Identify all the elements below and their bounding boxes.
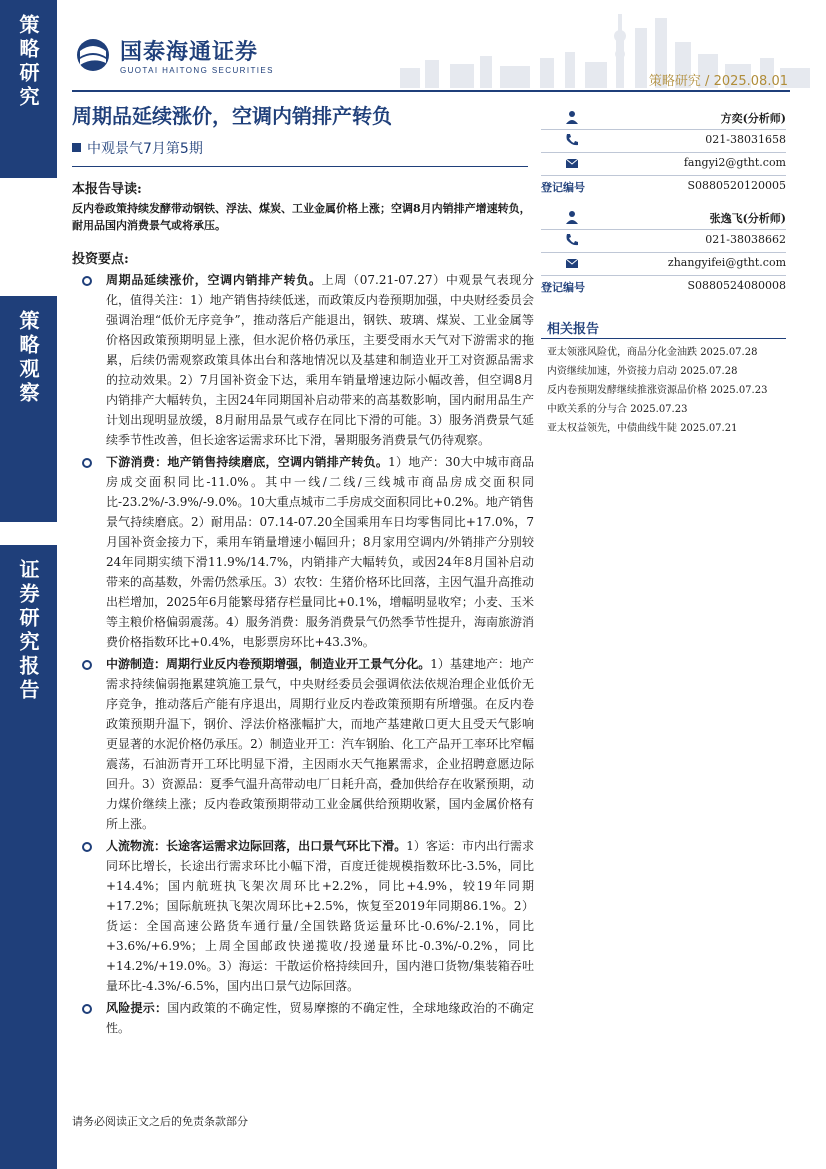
sidebar-block-securities-report <box>0 545 57 1169</box>
related-list <box>547 343 792 438</box>
point-item <box>72 452 534 652</box>
person-icon <box>565 210 579 224</box>
point-bold: 下游消费：地产销售持续磨底，空调内销排产转负。 <box>106 455 389 469</box>
analyst-phone: 021-38038662 <box>705 233 786 246</box>
related-heading: 相关报告 <box>547 322 600 337</box>
subtitle-divider <box>72 166 528 167</box>
sidebar-label: 证券研究报告 <box>16 559 40 703</box>
sidebar-label: 策略研究 <box>16 14 40 110</box>
point-text: 1）地产：30大中城市商品房成交面积同比-11.0%。其中一线/二线/三线城市商品房成交面积同比-23.2%/-3.9%/-9.0%。10大重点城市二手房成交面积同比+0.2%。地产销售景气持续磨底。2）耐用品：07.14-07.20全国乘用车日均零售同比+17.0%，7月国补资金接力下，乘用车销量增速小幅回升；8月家用空调内/外销排产分别较24年同期实绩下滑11.9%/14.7%，内销排产大幅转负，或因24年8月国补启动带来的高基数，外需仍然承压。3）农牧：生猪价格环比回落，主因气温升高推动出栏增加，2025年6月能繁母猪存栏量同比+0.1%，增幅明显收窄；小麦、玉米等主粮价格偏弱震荡。4）服务消费：服务消费景气仍然季节性提升，海南旅游消费价格指数环比+0.4%，电影票房环比+43.3%。 <box>106 455 534 649</box>
analyst-card <box>541 208 786 297</box>
company-logo <box>72 35 274 75</box>
analyst-name: 方奕(分析师) <box>720 112 786 125</box>
person-icon <box>565 110 579 124</box>
related-item[interactable]: 反内卷预期发酵继续推涨资源品价格 2025.07.23 <box>547 385 768 396</box>
logo-text-en: GUOTAI HAITONG SECURITIES <box>120 66 274 75</box>
point-text: 上周（07.21-07.27）中观景气表现分化，值得关注：1）地产销售持续低迷，而政策反内卷预期加强，中央财经委员会强调治理“低价无序竞争”，推动落后产能退出，钢铁、玻璃、煤炭、工业金属等价格因政策预期明显上涨，但水泥价格仍承压，主要受雨水天气对下游需求的拖累，后续仍需观察政策具体出台和落地情况以及基建和制造业开工对资源品需求的拉动效果。2）7月国补资金下达，乘用车销量增速边际小幅改善，但空调8月内销排产大幅转负，主因24年同期国补启动带来的高基数影响，国内耐用品生产计划出现明显放缓，8月耐用品景气或存在同比下滑的可能。3）服务消费景气延续季节性改善，但长途客运需求环比下滑，暑期服务消费景气仍待观察。 <box>106 273 534 447</box>
related-item[interactable]: 内资继续加速，外资接力启动 2025.07.28 <box>547 366 738 377</box>
header-category: 策略研究 <box>648 74 701 89</box>
reg-label: 登记编号 <box>541 281 585 294</box>
email-icon <box>565 156 579 170</box>
point-item <box>72 270 534 450</box>
square-bullet-icon <box>72 143 81 152</box>
point-bold: 风险提示： <box>106 1001 168 1015</box>
header-divider <box>72 90 790 92</box>
sidebar <box>0 0 57 1169</box>
subtitle-text: 中观景气7月第5期 <box>87 141 203 157</box>
point-text: 国内政策的不确定性，贸易摩擦的不确定性，全球地缘政治的不确定性。 <box>106 1001 534 1035</box>
sidebar-label: 策略观察 <box>16 310 40 406</box>
analyst-name: 张逸飞(分析师) <box>709 212 786 225</box>
bullet-circle-icon <box>82 842 92 852</box>
related-item[interactable]: 亚太领涨风险优，商品分化金油跌 2025.07.28 <box>547 347 758 358</box>
point-bold: 人流物流：长途客运需求边际回落，出口景气环比下滑。 <box>106 839 407 853</box>
page-title: 周期品延续涨价，空调内销排产转负 <box>72 104 392 128</box>
bullet-circle-icon <box>82 1004 92 1014</box>
page-subtitle <box>72 138 203 158</box>
email-icon <box>565 256 579 270</box>
points-heading: 投资要点: <box>72 252 129 267</box>
sidebar-block-strategy-observation <box>0 296 57 522</box>
bullet-circle-icon <box>82 660 92 670</box>
analyst-email[interactable]: fangyi2@gtht.com <box>683 156 786 169</box>
point-bold: 周期品延续涨价，空调内销排产转负。 <box>106 273 322 287</box>
related-divider <box>541 338 786 339</box>
analyst-email[interactable]: zhangyifei@gtht.com <box>667 256 786 269</box>
analyst-card <box>541 108 786 197</box>
footer-disclaimer: 请务必阅读正文之后的免责条款部分 <box>72 1115 248 1128</box>
logo-text-cn: 国泰海通证券 <box>120 40 259 65</box>
header-meta <box>649 70 788 89</box>
logo-mark-icon <box>72 37 114 73</box>
point-item <box>72 836 534 996</box>
guide-heading: 本报告导读: <box>72 182 142 197</box>
sidebar-block-strategy-research <box>0 0 57 178</box>
points-list <box>72 270 534 1040</box>
related-item[interactable]: 中欧关系的分与合 2025.07.23 <box>547 404 688 415</box>
point-bold: 中游制造：周期行业反内卷预期增强，制造业开工景气分化。 <box>106 657 431 671</box>
analyst-reg: S0880520120005 <box>687 179 786 192</box>
analyst-reg: S0880524080008 <box>687 279 786 292</box>
point-text: 1）客运：市内出行需求同环比增长，长途出行需求环比小幅下滑，百度迁徙规模指数环比-3.5%，同比+14.4%；国内航班执飞架次周环比+2.2%，同比+4.9%，较19年同期+17.2%；国际航班执飞架次周环比+2.5%，恢复至2019年同期86.1%。2）货运：全国高速公路货车通行量/全国铁路货运量环比-0.6%/-2.1%，同比+3.6%/+6.9%；上周全国邮政快递揽收/投递量环比-0.3%/-0.2%，同比+14.2%/+19.0%。3）海运：干散运价格持续回升，国内港口货物/集装箱吞吐量环比-4.3%/-6.5%，国内出口景气边际回落。 <box>106 839 534 993</box>
point-item <box>72 998 534 1038</box>
header-separator: / <box>705 74 710 89</box>
bullet-circle-icon <box>82 458 92 468</box>
analyst-phone: 021-38031658 <box>705 133 786 146</box>
phone-icon <box>565 233 579 247</box>
phone-icon <box>565 133 579 147</box>
reg-label: 登记编号 <box>541 181 585 194</box>
point-item <box>72 654 534 834</box>
guide-text: 反内卷政策持续发酵带动钢铁、浮法、煤炭、工业金属价格上涨；空调8月内销排产增速转负，耐用品国内消费景气或将承压。 <box>72 202 531 232</box>
point-text: 1）基建地产：地产需求持续偏弱拖累建筑施工景气，中央财经委员会强调依法依规治理企业低价无序竞争，推动落后产能有序退出，周期行业反内卷政策预期有所增强。在反内卷政策预期升温下，钢价、浮法价格涨幅扩大，而地产基建敞口更大且受天气影响更显著的水泥价格仍承压。2）制造业开工：汽车钢胎、化工产品开工率环比窄幅震荡，石油沥青开工环比明显下滑，主因雨水天气拖累需求，企业招聘意愿边际回升。3）资源品：夏季气温升高带动电厂日耗升高，叠加供给存在收紧预期，动力煤价继续上涨；反内卷政策预期带动工业金属供给预期收紧，国内金属价格有所上涨。 <box>106 657 534 831</box>
bullet-circle-icon <box>82 276 92 286</box>
header-date: 2025.08.01 <box>713 74 788 89</box>
related-item[interactable]: 亚太权益领先，中债曲线牛陡 2025.07.21 <box>547 423 738 434</box>
